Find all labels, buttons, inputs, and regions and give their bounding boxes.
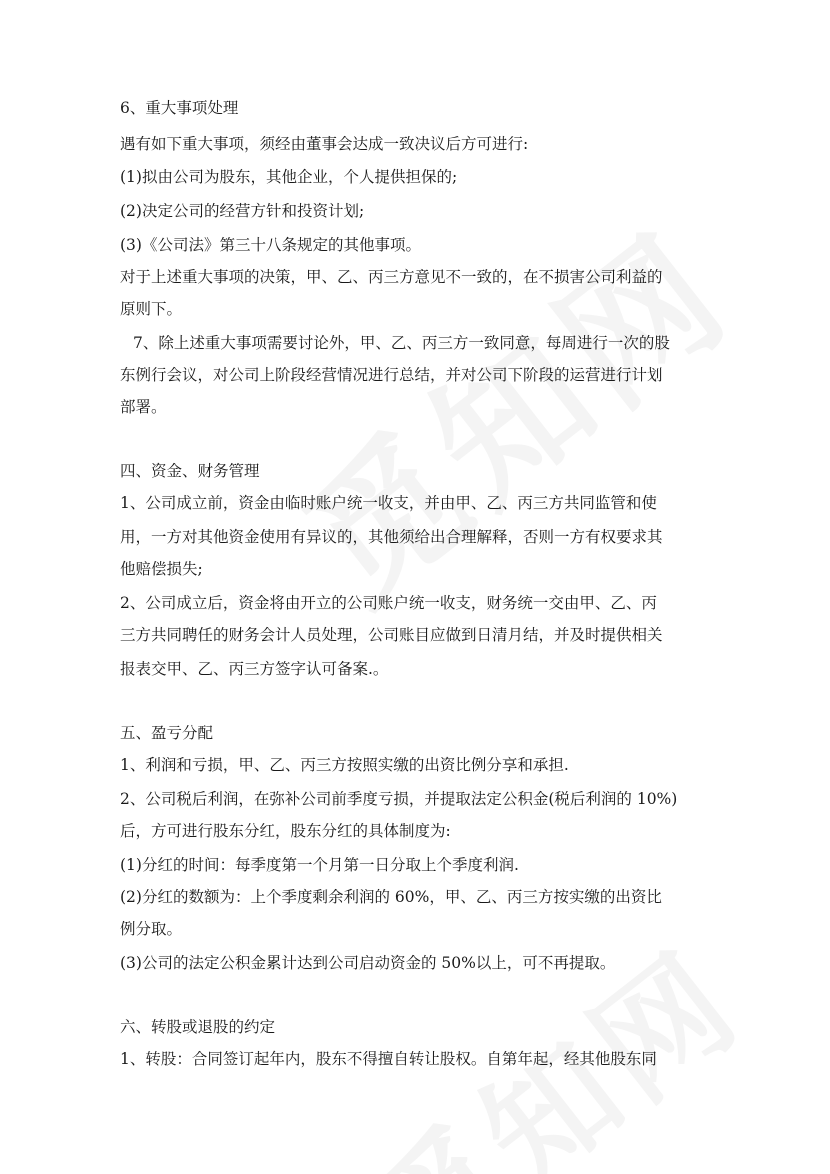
- weekly-meeting-line: 部署。: [120, 398, 167, 416]
- profit-paragraph-line: 2、公司税后利润，在弥补公司前季度亏损，并提取法定公积金(税后利润的 10%): [120, 790, 678, 808]
- major-matters-item: (3)《公司法》第三十八条规定的其他事项。: [120, 236, 421, 254]
- profit-sub-item: (1)分红的时间：每季度第一个月第一日分取上个季度利润.: [120, 856, 519, 874]
- transfer-heading: 六、转股或退股的约定: [120, 1018, 276, 1036]
- weekly-meeting-line: 7、除上述重大事项需要讨论外，甲、乙、丙三方一致同意，每周进行一次的股: [133, 334, 670, 352]
- major-matters-item: (1)拟由公司为股东，其他企业，个人提供担保的;: [120, 168, 458, 186]
- finance-paragraph-line: 报表交甲、乙、丙三方签字认可备案.。: [120, 660, 389, 678]
- major-matters-item: (2)决定公司的经营方针和投资计划;: [120, 202, 365, 220]
- major-matters-intro: 遇有如下重大事项，须经由董事会达成一致决议后方可进行:: [120, 135, 529, 153]
- watermark-bottom: [327, 901, 773, 1174]
- profit-paragraph-line: 1、利润和亏损，甲、乙、丙三方按照实缴的出资比例分享和承担.: [120, 756, 569, 774]
- finance-paragraph-line: 他赔偿损失;: [120, 560, 203, 578]
- finance-paragraph-line: 用，一方对其他资金使用有异议的，其他须给出合理解释，否则一方有权要求其: [120, 528, 663, 546]
- major-matters-decision-line: 对于上述重大事项的决策，甲、乙、丙三方意见不一致的，在不损害公司利益的: [120, 268, 663, 286]
- profit-sub-item: (2)分红的数额为：上个季度剩余利润的 60%，甲、乙、丙三方按实缴的出资比: [120, 888, 662, 906]
- finance-paragraph-line: 1、公司成立前，资金由临时账户统一收支，并由甲、乙、丙三方共同监管和使: [120, 494, 657, 512]
- major-matters-decision-line: 原则下。: [120, 300, 183, 318]
- profit-heading: 五、盈亏分配: [120, 724, 214, 742]
- finance-heading: 四、资金、财务管理: [120, 462, 260, 480]
- profit-sub-item: (3)公司的法定公积金累计达到公司启动资金的 50%以上，可不再提取。: [120, 954, 616, 972]
- profit-sub-item: 例分取。: [120, 920, 183, 938]
- finance-paragraph-line: 2、公司成立后，资金将由开立的公司账户统一收支，财务统一交由甲、乙、丙: [120, 594, 657, 612]
- transfer-paragraph-line: 1、转股：合同签订起年内，股东不得擅自转让股权。自第年起，经其他股东同: [120, 1050, 657, 1068]
- finance-paragraph-line: 三方共同聘任的财务会计人员处理，公司账目应做到日清月结，并及时提供相关: [120, 626, 663, 644]
- major-matters-heading: 6、重大事项处理: [120, 99, 239, 117]
- profit-paragraph-line: 后，方可进行股东分红，股东分红的具体制度为:: [120, 822, 451, 840]
- weekly-meeting-line: 东例行会议，对公司上阶段经营情况进行总结，并对公司下阶段的运营进行计划: [120, 366, 663, 384]
